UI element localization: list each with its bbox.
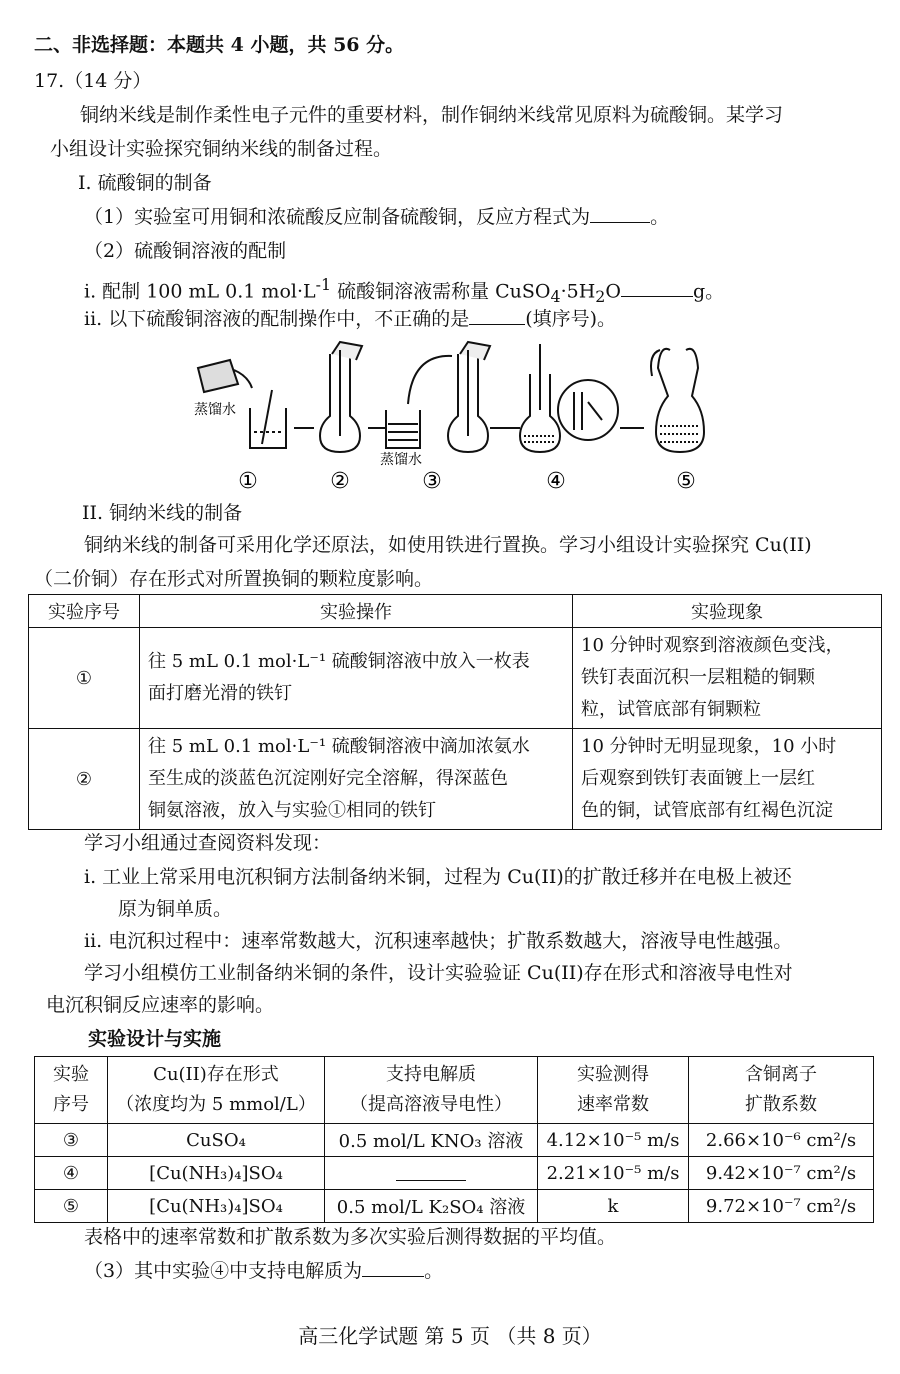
- cell-diffusion: 2.66×10⁻⁶ cm²/s: [689, 1124, 874, 1157]
- cell-form: [Cu(NH₃)₄]SO₄: [108, 1190, 325, 1223]
- answer-blank-5[interactable]: [362, 1258, 424, 1277]
- question-2: （2）硫酸铜溶液的配制: [84, 240, 287, 262]
- header-operation: 实验操作: [140, 595, 573, 628]
- part1-title: I. 硫酸铜的制备: [78, 172, 212, 194]
- answer-blank-3[interactable]: [469, 306, 525, 325]
- question-1-text: （1）实验室可用铜和浓硫酸反应制备硫酸铜，反应方程式为: [84, 206, 591, 228]
- label-water-1: 蒸馏水: [194, 402, 236, 418]
- header-id: 实验 序号: [35, 1057, 108, 1124]
- design-title: 实验设计与实施: [88, 1028, 222, 1050]
- cell-id: ⑤: [35, 1190, 108, 1223]
- cell-id: ④: [35, 1157, 108, 1190]
- qi-sub1: 4: [550, 287, 561, 307]
- findings-title: 学习小组通过查阅资料发现：: [84, 832, 332, 854]
- volumetric-flask-icon-2: [448, 342, 490, 452]
- op-line: 往 5 mL 0.1 mol·L⁻¹ 硫酸铜溶液中放入一枚表: [148, 651, 530, 672]
- cell-electrolyte: 0.5 mol/L KNO₃ 溶液: [325, 1124, 538, 1157]
- obs-line: 10 分钟时观察到溶液颜色变浅，: [581, 635, 844, 656]
- step-label-4: ④: [546, 469, 566, 494]
- cell-id: ③: [35, 1124, 108, 1157]
- question-3: [84, 1256, 443, 1286]
- table-note: 表格中的速率常数和扩散系数为多次实验后测得数据的平均值。: [84, 1226, 617, 1248]
- part2-intro-1: 铜纳米线的制备可采用化学还原法，如使用铁进行置换。学习小组设计实验探究 Cu(II): [84, 534, 812, 556]
- obs-line: 后观察到铁钉表面镀上一层红: [581, 768, 815, 789]
- question-1: [84, 202, 669, 232]
- header-rate: 实验测得 速率常数: [538, 1057, 689, 1124]
- obs-line: 色的铜，试管底部有红褐色沉淀: [581, 800, 833, 821]
- row-id: ①: [29, 628, 140, 729]
- answer-blank-1[interactable]: [590, 204, 650, 223]
- beaker-water-icon: [386, 410, 420, 448]
- qi-prefix: i. 配制 100 mL 0.1 mol·L: [84, 280, 316, 303]
- finding-ii: ii. 电沉积过程中：速率常数越大，沉积速率越快；扩散系数越大，溶液导电性越强。: [84, 930, 793, 952]
- step-label-1: ①: [238, 469, 258, 494]
- finding-i-2: 原为铜单质。: [118, 898, 233, 920]
- table-row: [35, 1190, 874, 1223]
- question-2-ii: [84, 304, 616, 334]
- table-row: [35, 1124, 874, 1157]
- table-row: [29, 729, 882, 830]
- transfer-arrow-icon: [408, 356, 452, 404]
- table-row: [35, 1157, 874, 1190]
- obs-line: 粒，试管底部有铜颗粒: [581, 699, 761, 720]
- row-operation: [140, 628, 573, 729]
- experiment-table-2: [34, 1056, 874, 1223]
- header-id: 实验序号: [29, 595, 140, 628]
- wash-bottle-icon: [198, 360, 238, 392]
- row-operation: [140, 729, 573, 830]
- op-line: 往 5 mL 0.1 mol·L⁻¹ 硫酸铜溶液中滴加浓氨水: [148, 736, 530, 757]
- step-label-2: ②: [330, 469, 350, 494]
- row-observation: [573, 628, 882, 729]
- magnifier-icon: [558, 380, 618, 440]
- question-1-end: 。: [650, 206, 670, 228]
- answer-blank-2[interactable]: [621, 278, 693, 297]
- part2-title: II. 铜纳米线的制备: [82, 502, 243, 524]
- cell-electrolyte-blank[interactable]: [325, 1157, 538, 1190]
- step-label-5: ⑤: [676, 469, 696, 494]
- section-header: 二、非选择题：本题共 4 小题，共 56 分。: [34, 34, 405, 56]
- qi-sup: -1: [315, 275, 332, 294]
- qi-sub2: 2: [595, 287, 606, 307]
- qi-end: g。: [692, 280, 725, 303]
- header-observation: 实验现象: [573, 595, 882, 628]
- question-3-end: 。: [424, 1260, 444, 1282]
- cell-rate: 2.21×10⁻⁵ m/s: [538, 1157, 689, 1190]
- table-row: [29, 628, 882, 729]
- finding-i-1: i. 工业上常采用电沉积铜方法制备纳米铜，过程为 Cu(II)的扩散迁移并在电极上被还: [84, 866, 792, 888]
- cell-diffusion: 9.72×10⁻⁷ cm²/s: [689, 1190, 874, 1223]
- cell-diffusion: 9.42×10⁻⁷ cm²/s: [689, 1157, 874, 1190]
- experiment-table-1: [28, 594, 882, 830]
- design-line-1: 学习小组模仿工业制备纳米铜的条件，设计实验验证 Cu(II)存在形式和溶液导电性对: [84, 962, 793, 984]
- cell-rate: 4.12×10⁻⁵ m/s: [538, 1124, 689, 1157]
- obs-line: 铁钉表面沉积一层粗糙的铜颗: [581, 667, 815, 688]
- question-3-text: （3）其中实验④中支持电解质为: [84, 1260, 363, 1282]
- step-label-3: ③: [422, 469, 442, 494]
- cell-form: [Cu(NH₃)₄]SO₄: [108, 1157, 325, 1190]
- qii-end: (填序号)。: [525, 308, 617, 330]
- volumetric-flask-icon: [320, 342, 362, 452]
- page-footer: 高三化学试题 第 5 页 （共 8 页）: [298, 1324, 602, 1348]
- design-line-2: 电沉积铜反应速率的影响。: [46, 994, 275, 1016]
- header-electrolyte: 支持电解质 （提高溶液导电性）: [325, 1057, 538, 1124]
- obs-line: 10 分钟时无明显现象，10 小时: [581, 736, 837, 757]
- op-line: 铜氨溶液，放入与实验①相同的铁钉: [148, 800, 436, 821]
- cell-form: CuSO₄: [108, 1124, 325, 1157]
- part2-intro-2: （二价铜）存在形式对所置换铜的颗粒度影响。: [34, 568, 434, 590]
- row-id: ②: [29, 729, 140, 830]
- qii-text: ii. 以下硫酸铜溶液的配制操作中，不正确的是: [84, 308, 470, 330]
- answer-blank-4[interactable]: [396, 1160, 466, 1181]
- row-observation: [573, 729, 882, 830]
- qi-mid3: O: [605, 280, 621, 303]
- solution-preparation-diagram: [190, 340, 730, 498]
- meniscus-icon: [574, 392, 602, 430]
- beaker-icon: [250, 390, 286, 448]
- intro-line-2: 小组设计实验探究铜纳米线的制备过程。: [50, 138, 393, 160]
- dropper-flask-icon: [520, 344, 560, 452]
- qi-mid2: ·5H: [560, 280, 596, 303]
- header-diffusion: 含铜离子 扩散系数: [689, 1057, 874, 1124]
- header-cu-form: Cu(II)存在形式 （浓度均为 5 mmol/L）: [108, 1057, 325, 1124]
- op-line: 至生成的淡蓝色沉淀刚好完全溶解，得深蓝色: [148, 768, 508, 789]
- label-water-2: 蒸馏水: [380, 452, 422, 468]
- op-line: 面打磨光滑的铁钉: [148, 683, 292, 704]
- inverted-flask-icon: [651, 349, 704, 452]
- question-number: 17.（14 分）: [34, 70, 152, 92]
- cell-electrolyte: 0.5 mol/L K₂SO₄ 溶液: [325, 1190, 538, 1223]
- cell-rate: k: [538, 1190, 689, 1223]
- qi-mid: 硫酸铜溶液需称量 CuSO: [331, 280, 551, 303]
- intro-line-1: 铜纳米线是制作柔性电子元件的重要材料，制作铜纳米线常见原料为硫酸铜。某学习: [80, 104, 784, 126]
